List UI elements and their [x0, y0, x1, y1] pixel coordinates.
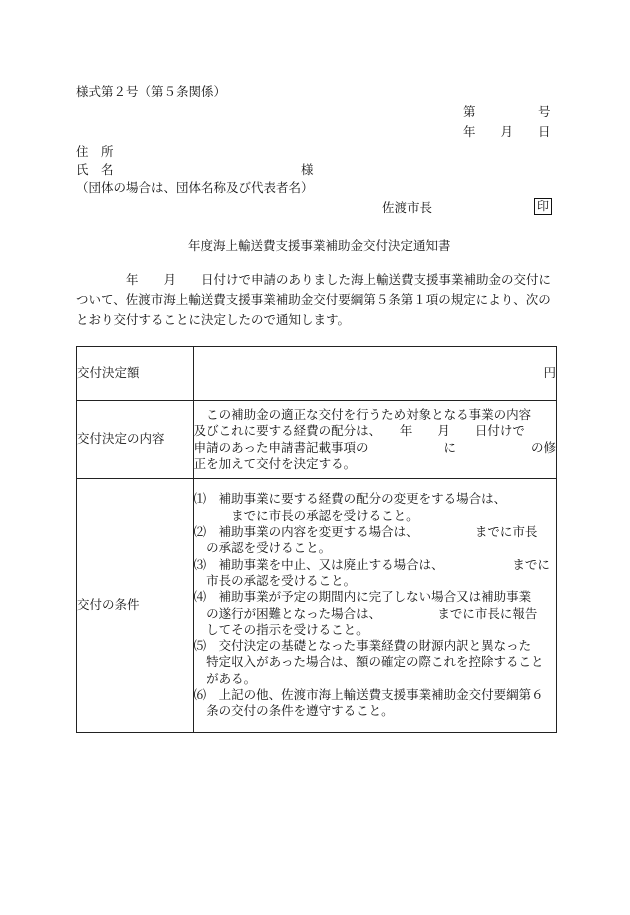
condition-line-10: ⑸ 交付決定の基礎となった事業経費の財源内訳と異なった	[193, 638, 532, 654]
table-row-content	[77, 401, 557, 479]
condition-line-13: ⑹ 上記の他、佐渡市海上輸送費支援事業補助金交付要綱第６	[193, 686, 544, 702]
condition-line-6: 市長の承認を受けること。	[193, 572, 357, 588]
content-line-2: 及びこれに要する経費の配分は、 年 月 日付けで	[193, 423, 525, 438]
condition-line-7: ⑷ 補助事業が予定の期間内に完了しない場合又は補助事業	[193, 589, 532, 605]
issuer-name: 佐渡市長	[382, 200, 433, 215]
date-line: 年 月 日	[463, 124, 551, 139]
condition-line-14: 条の交付の条件を遵守すること。	[193, 703, 394, 719]
organization-note: （団体の場合は、団体名称及び代表者名）	[76, 180, 314, 195]
condition-line-8: の遂行が困難となった場合は、 までに市長に報告	[193, 605, 538, 621]
name-line: 氏 名 様	[76, 162, 314, 177]
seal-mark: 印	[534, 198, 552, 215]
condition-line-5: ⑶ 補助事業を中止、又は廃止する場合は、 までに	[193, 556, 550, 572]
body-line-1: 年 月 日付けで申請のありました海上輸送費支援事業補助金の交付に	[76, 272, 552, 287]
body-line-3: とおり交付することに決定したので通知します。	[76, 312, 351, 327]
table-row-conditions	[77, 479, 557, 733]
condition-line-2: までに市長の承認を受けること。	[193, 507, 419, 523]
content-cell	[193, 401, 556, 479]
conditions-label: 交付の条件	[77, 479, 194, 733]
content-label: 交付決定の内容	[77, 401, 194, 479]
address-label: 住 所	[76, 144, 114, 159]
content-line-1: この補助金の適正な交付を行うため対象となる事業の内容	[193, 406, 532, 422]
condition-line-11: 特定収入があった場合は、額の確定の際これを控除すること	[193, 654, 544, 670]
table-row-amount	[77, 347, 557, 401]
amount-label: 交付決定額	[77, 347, 194, 401]
condition-line-4: の承認を受けること。	[193, 540, 332, 556]
body-line-2: ついて、佐渡市海上輸送費支援事業補助金交付要綱第５条第１項の規定により、次の	[76, 292, 551, 307]
conditions-cell	[193, 479, 556, 733]
seal-stamp	[534, 198, 552, 215]
condition-line-1: ⑴ 補助事業に要する経費の配分の変更をする場合は、	[193, 491, 507, 507]
document-title: 年度海上輸送費支援事業補助金交付決定通知書	[188, 238, 451, 253]
condition-line-9: してその指示を受けること。	[193, 621, 369, 637]
condition-line-12: がある。	[193, 670, 257, 686]
content-line-4: 正を加えて交付を決定する。	[193, 456, 357, 471]
form-number: 様式第２号（第５条関係）	[76, 84, 227, 99]
content-line-3: 申請のあった申請書記載事項の に の修	[193, 439, 556, 455]
amount-unit: 円	[193, 347, 556, 401]
decision-table	[76, 346, 557, 733]
condition-line-3: ⑵ 補助事業の内容を変更する場合は、 までに市長	[193, 524, 538, 540]
document-number-line: 第 号	[463, 104, 551, 119]
